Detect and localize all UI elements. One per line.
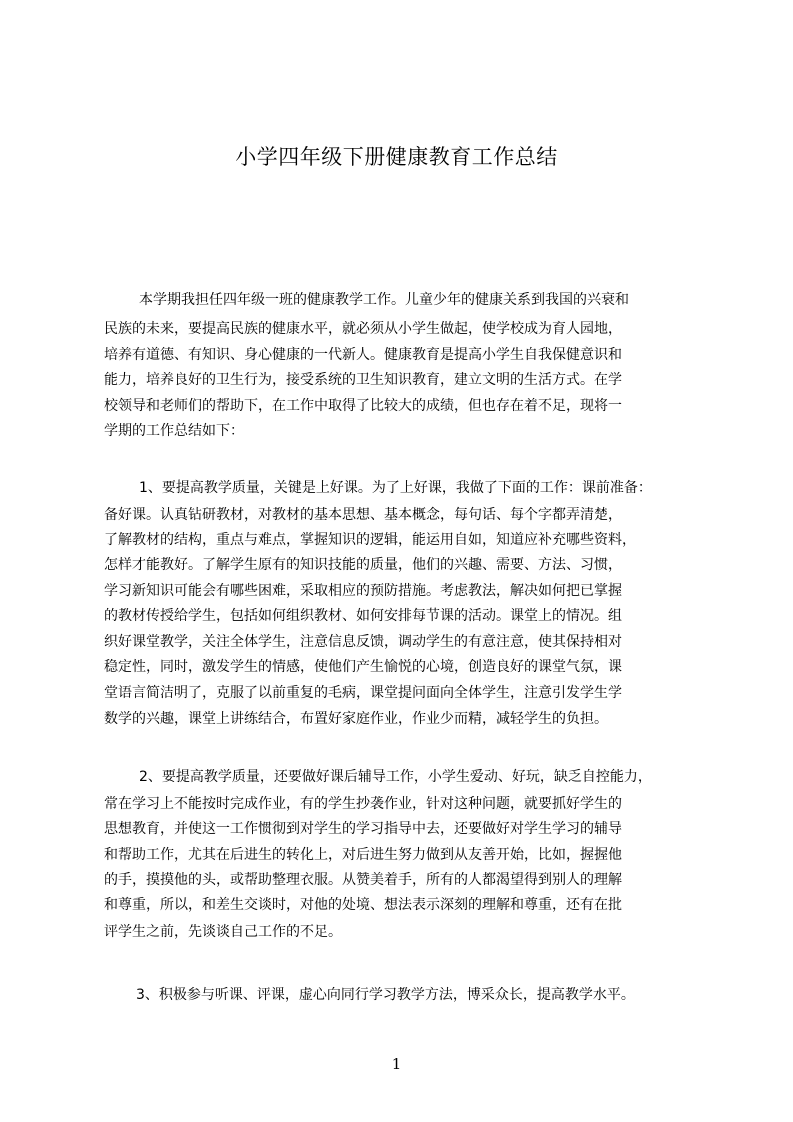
paragraph-2-line-4: 怎样才能教好。了解学生原有的知识技能的质量，他们的兴趣、需要、方法、习惯， bbox=[104, 557, 622, 573]
paragraph-1-line-6: 学期的工作总结如下： bbox=[104, 423, 244, 439]
paragraph-2-line-2: 备好课。认真钻研教材，对教材的基本思想、基本概念，每句话、每个字都弄清楚， bbox=[104, 507, 622, 523]
document-title: 小学四年级下册健康教育工作总结 bbox=[235, 145, 558, 169]
paragraph-2-line-3: 了解教材的结构，重点与难点，掌握知识的逻辑，能运用自如，知道应补充哪些资料， bbox=[104, 532, 636, 548]
paragraph-3-line-1: 2、要提高教学质量，还要做好课后辅导工作，小学生爱动、好玩，缺乏自控能力， bbox=[139, 769, 652, 785]
paragraph-3-line-7: 评学生之前，先谈谈自己工作的不足。 bbox=[104, 924, 342, 940]
paragraph-1-line-2: 民族的未来，要提高民族的健康水平，就必须从小学生做起，使学校成为育人园地， bbox=[104, 321, 622, 337]
paragraph-3-line-6: 和尊重，所以，和差生交谈时，对他的处境、想法表示深刻的理解和尊重，还有在批 bbox=[104, 897, 622, 913]
paragraph-2-line-10: 数学的兴趣，课堂上讲练结合，布置好家庭作业，作业少而精，减轻学生的负担。 bbox=[104, 711, 608, 727]
paragraph-2-line-9: 堂语言简洁明了，克服了以前重复的毛病，课堂提问面向全体学生，注意引发学生学 bbox=[104, 685, 622, 701]
paragraph-1-line-3: 培养有道德、有知识、身心健康的一代新人。健康教育是提高小学生自我保健意识和 bbox=[104, 347, 622, 363]
paragraph-1-line-1: 本学期我担任四年级一班的健康教学工作。儿童少年的健康关系到我国的兴衰和 bbox=[139, 292, 629, 308]
paragraph-3-line-3: 思想教育，并使这一工作惯彻到对学生的学习指导中去，还要做好对学生学习的辅导 bbox=[104, 821, 622, 837]
paragraph-3-line-5: 的手，摸摸他的头，或帮助整理衣服。从赞美着手，所有的人都渴望得到别人的理解 bbox=[104, 872, 622, 888]
paragraph-2-line-1: 1、要提高教学质量，关键是上好课。为了上好课，我做了下面的工作：课前准备： bbox=[139, 480, 652, 496]
paragraph-2-line-5: 学习新知识可能会有哪些困难，采取相应的预防措施。考虑教法，解决如何把已掌握 bbox=[104, 583, 622, 599]
page-number: 1 bbox=[391, 1055, 402, 1073]
paragraph-4-line-1: 3、积极参与听课、评课，虚心向同行学习教学方法，博采众长，提高教学水平。 bbox=[136, 987, 635, 1003]
paragraph-1-line-5: 校领导和老师们的帮助下，在工作中取得了比较大的成绩，但也存在着不足，现将一 bbox=[104, 398, 622, 414]
paragraph-3-line-4: 和帮助工作，尤其在后进生的转化上，对后进生努力做到从友善开始，比如，握握他 bbox=[104, 847, 622, 863]
paragraph-2-line-7: 织好课堂教学，关注全体学生，注意信息反馈，调动学生的有意注意，使其保持相对 bbox=[104, 634, 622, 650]
paragraph-2-line-6: 的教材传授给学生，包括如何组织教材、如何安排每节课的活动。课堂上的情况。组 bbox=[104, 608, 622, 624]
paragraph-3-line-2: 常在学习上不能按时完成作业，有的学生抄袭作业，针对这种问题，就要抓好学生的 bbox=[104, 796, 622, 812]
paragraph-1-line-4: 能力，培养良好的卫生行为，接受系统的卫生知识教育，建立文明的生活方式。在学 bbox=[104, 372, 622, 388]
paragraph-2-line-8: 稳定性，同时，激发学生的情感，使他们产生愉悦的心境，创造良好的课堂气氛，课 bbox=[104, 659, 622, 675]
